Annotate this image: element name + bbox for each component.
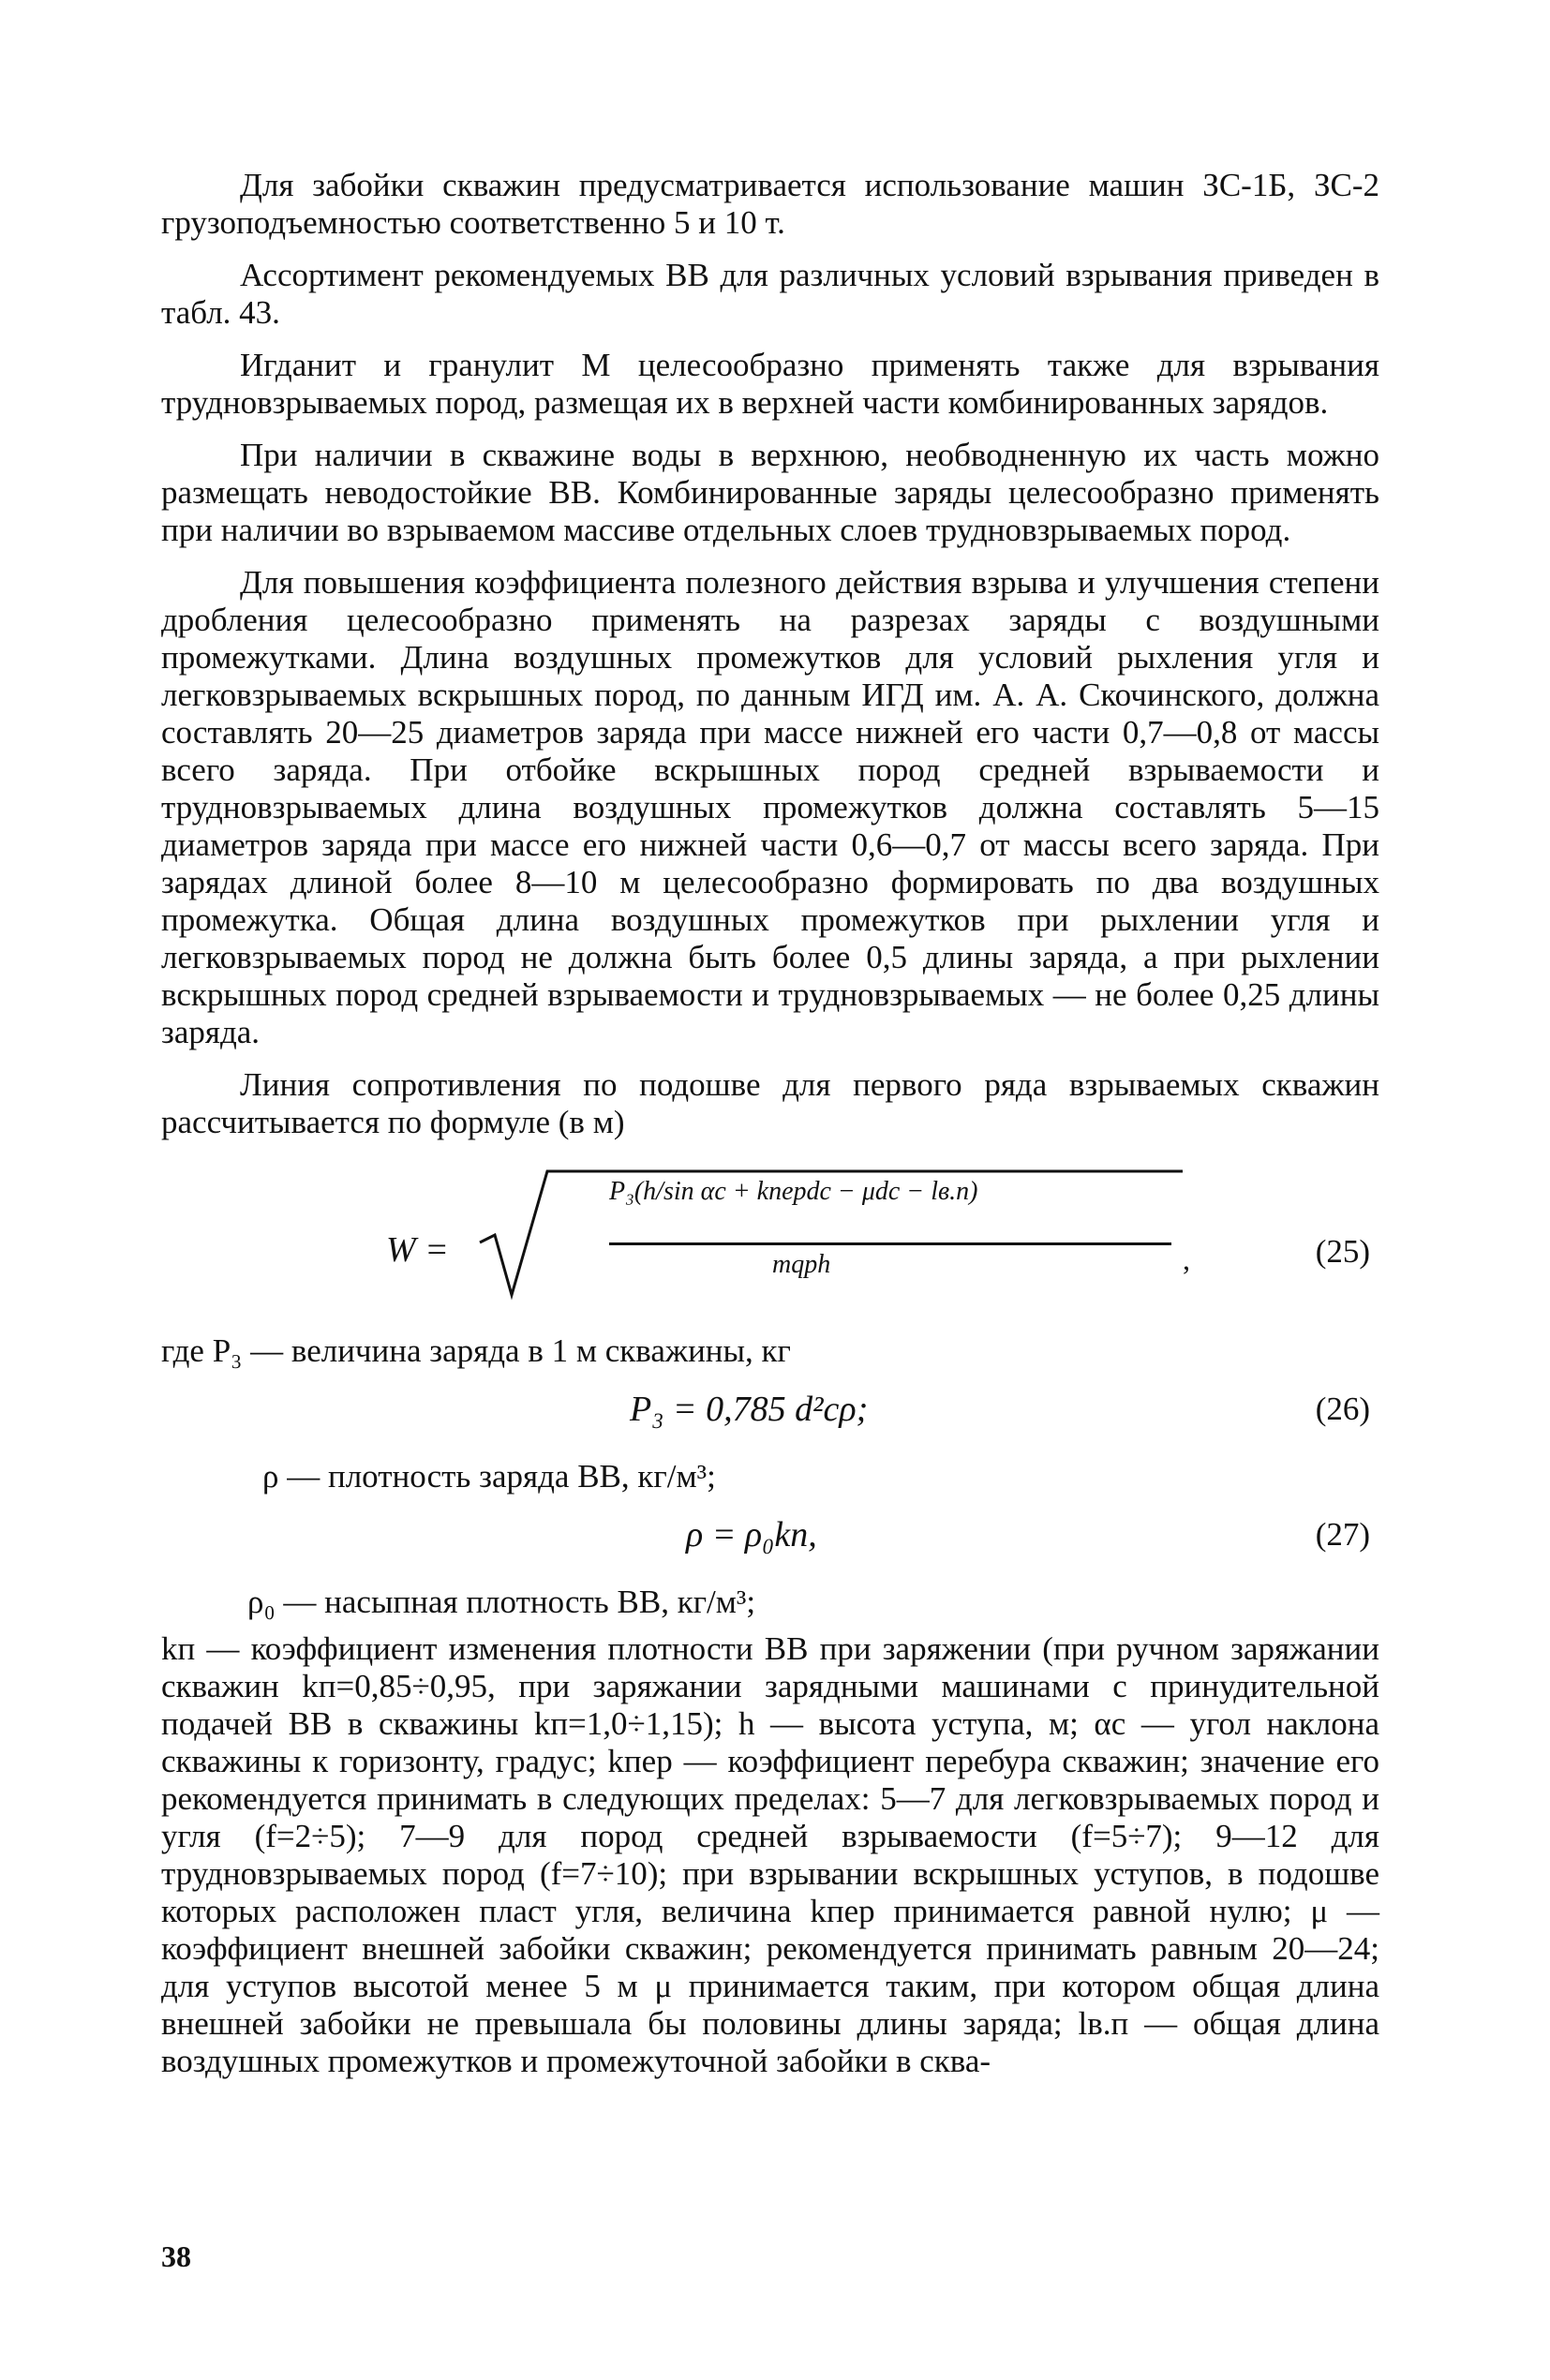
page-number: 38 xyxy=(161,2239,191,2273)
paragraph-air-gaps: Для повышения коэффициента полезного действия взрыва и улучшения степени дробления целесообразно применять на разрезах заряды с воздушными промежутками. Длина воздушных промежутков для условий рыхления угля и легковзрываемых вскрышных пород, по данным ИГД им. А. А. Скочинского, должна составлять 20—25 диаметров заряда при массе нижней его части 0,7—0,8 от массы всего заряда. При отбойке вскрышных пород средней взрываемости и трудновзрываемых длина воздушных промежутков должна составлять 5—15 диаметров заряда при массе его нижней части 0,6—0,7 от массы всего заряда. При зарядах длиной более 8—10 м целесообразно формировать по два воздушных промежутка. Общая длина воздушных промежутков при рыхлении угля и легковзрываемых пород не должна быть более 0,5 длины заряда, а при рыхлении вскрышных пород средней взрываемости и трудновзрываемых — не более 0,25 длины заряда. xyxy=(161,564,1379,1050)
equation-number-26: (26) xyxy=(1315,1391,1370,1427)
fraction-bar xyxy=(609,1242,1171,1245)
text-column xyxy=(161,167,1379,2095)
paragraph-stemming-machines: Для забойки скважин предусматривается использование машин ЗС-1Б, ЗС-2 грузоподъемностью соответственно 5 и 10 т. xyxy=(161,167,1379,241)
rho-definition: ρ — плотность заряда ВВ, кг/м³; xyxy=(262,1458,716,1495)
formula-26 xyxy=(161,1379,1379,1439)
paragraph-explosives-assortment: Ассортимент рекомендуемых ВВ для различных условий взрывания приведен в табл. 43. xyxy=(161,257,1379,331)
paragraph-igdanite: Игданит и гранулит М целесообразно применять также для взрывания трудновзрываемых пород, размещая их в верхней части комбинированных зарядов. xyxy=(161,347,1379,421)
paragraph-burden-formula-intro: Линия сопротивления по подошве для первого ряда взрываемых скважин рассчитывается по формуле (в м) xyxy=(161,1066,1379,1140)
paragraph-water-in-borehole: При наличии в скважине воды в верхнюю, необводненную их часть можно размещать неводостойкие ВВ. Комбинированные заряды целесообразно применять при наличии во взрываемом массиве отдельных слоев трудновзрываемых пород. xyxy=(161,437,1379,548)
rho0-definition: ρ₀ — насыпная плотность ВВ, кг/м³; xyxy=(247,1584,756,1620)
paragraph-variable-definitions: kп — коэффициент изменения плотности ВВ при заряжении (при ручном заряжании скважин kп=0,85÷0,95, при заряжании зарядными машинами с принудительной подачей ВВ в скважины kп=1,0÷1,15); h — высота уступа, м; αc — угол наклона скважины к горизонту, градус; kпер — коэффициент перебура скважин; значение его рекомендуется принимать в следующих пределах: 5—7 для легковзрываемых пород и угля (f=2÷5); 7—9 для пород средней взрываемости (f=5÷7); 9—12 для трудновзрываемых пород (f=7÷10); при взрывании вскрышных уступов, в подошве которых расположен пласт угля, величина kпер принимается равной нулю; μ — коэффициент внешней забойки скважин; рекомендуется принимать равным 20—24; для уступов высотой менее 5 м μ принимается таким, при котором общая длина внешней забойки не превышала бы половины длины заряда; lв.п — общая длина воздушных промежутков и промежуточной забойки в сква- xyxy=(161,1630,1379,2079)
formula-25 xyxy=(161,1156,1379,1316)
equation-number-27: (27) xyxy=(1315,1516,1370,1553)
formula-25-denominator: mqph xyxy=(772,1250,831,1279)
formula-27-expr: ρ = ρ₀kп, xyxy=(686,1515,817,1554)
formula-25-numerator: P₃(h/sin αc + kперdc − μdc − lв.п) xyxy=(609,1177,978,1206)
formula-26-expr: P₃ = 0,785 d²cρ; xyxy=(630,1390,869,1429)
where-pz-definition: где P₃ — величина заряда в 1 м скважины, кг xyxy=(161,1332,791,1369)
formula-25-comma: , xyxy=(1183,1242,1190,1276)
equation-number-25: (25) xyxy=(1315,1233,1370,1270)
formula-27 xyxy=(161,1505,1379,1565)
formula-25-lhs: W = xyxy=(386,1230,449,1270)
